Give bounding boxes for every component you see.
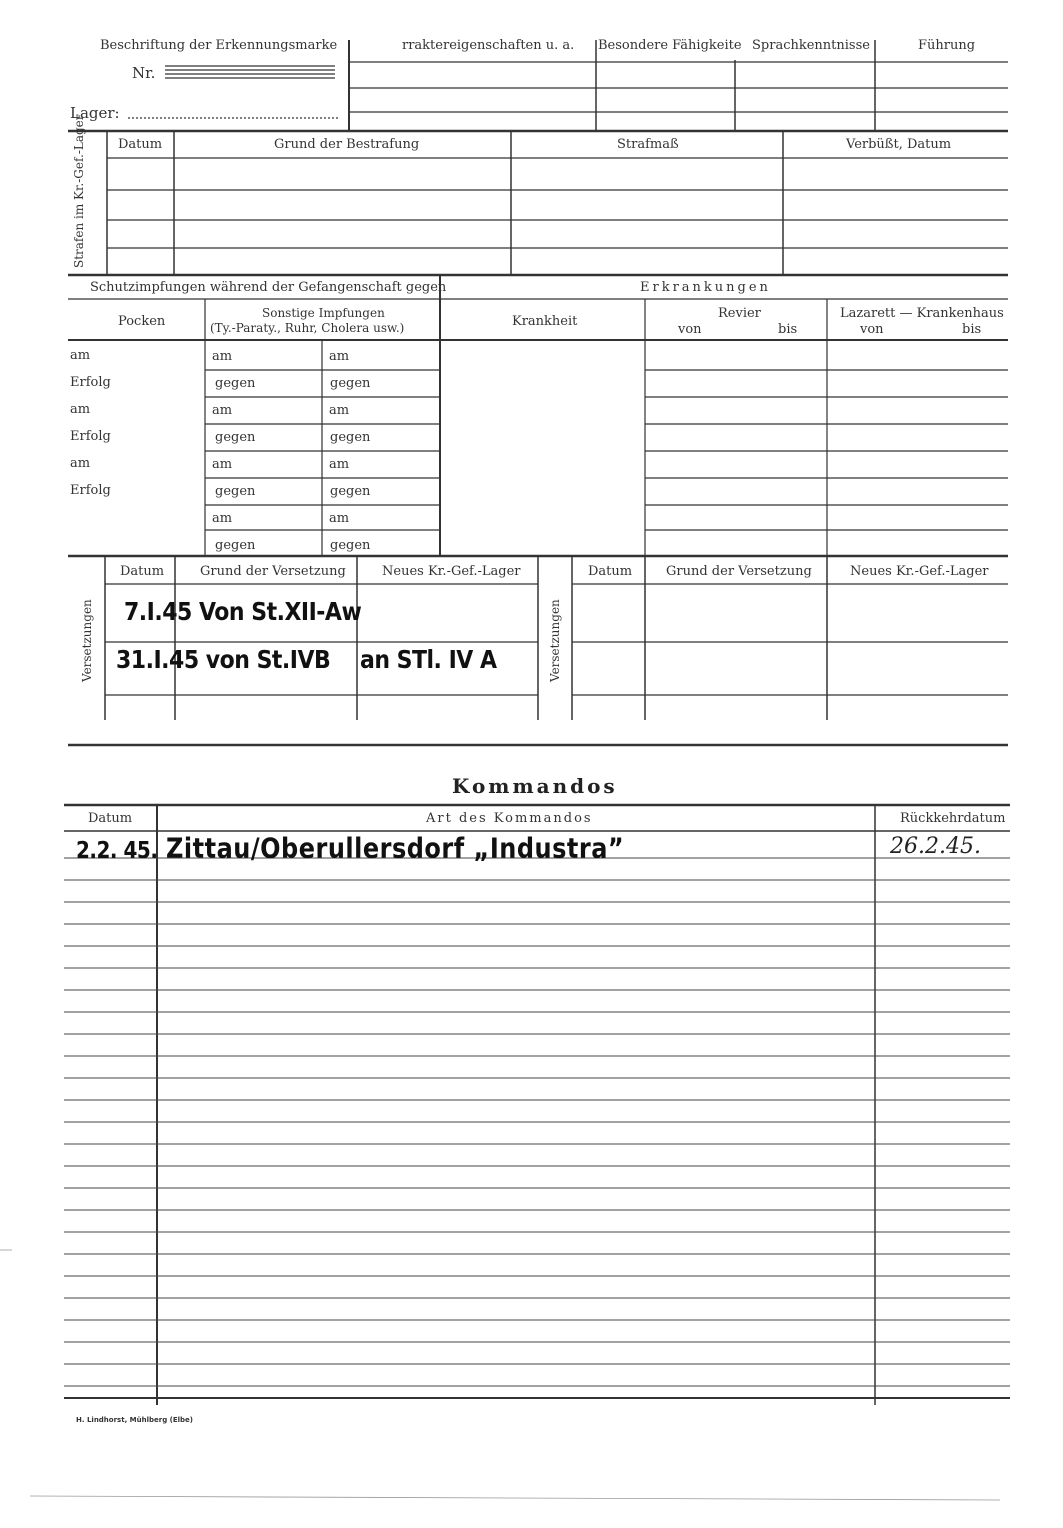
pox-row: Erfolg [70,429,111,444]
transfer-col-date: Datum [120,564,165,579]
illnesses-header: Erkrankungen [640,280,771,295]
kommando-entry-kind: Zittau/Oberullersdorf „Industra” [166,832,625,865]
vacc-row: am [329,349,350,364]
tag-label: Beschriftung der Erkennungsmarke [100,38,338,53]
kommandos-title: Kommandos [452,774,618,798]
transfer-stamp-2-camp: an STl. IV A [360,646,497,675]
pox-row: am [70,402,91,417]
pox-row: am [70,348,91,363]
transfer-col-reason: Grund der Versetzung [200,564,346,579]
vacc-row: gegen [215,376,256,391]
transfer-col-date-2: Datum [588,564,633,579]
vacc-row: am [329,403,350,418]
transfer-stamp-2: 31.I.45 von St.IVB [116,646,331,675]
conduct-label: Führung [918,38,976,53]
vacc-row: gegen [215,430,256,445]
vacc-row: am [212,403,233,418]
printer-imprint: H. Lindhorst, Mühlberg (Elbe) [76,1416,193,1424]
vacc-row: gegen [330,484,371,499]
transfers-side-label-right: Versetzungen [548,599,562,682]
punish-col-reason: Grund der Bestrafung [274,137,420,152]
vacc-row: am [329,511,350,526]
sickbay-label: Revier [718,306,761,321]
vacc-row: am [212,457,233,472]
vacc-row: am [212,349,233,364]
vacc-row: gegen [215,538,256,553]
punishments-side-label: Strafen im Kr.-Gef.-Lager [72,114,86,268]
other-vaccinations-examples: (Ty.-Paraty., Ruhr, Cholera usw.) [210,321,405,335]
transfer-stamp-1: 7.I.45 Von St.XII-Aw [124,598,362,627]
sickbay-from-label: von [678,322,702,337]
nr-label: Nr. [132,64,156,82]
vacc-row: gegen [215,484,256,499]
sickbay-to-label: bis [778,322,798,337]
kommando-col-return: Rückkehrdatum [900,811,1006,826]
kommando-col-date: Datum [88,811,133,826]
hospital-label: Lazarett — Krankenhaus [840,306,1004,321]
transfer-col-camp-2: Neues Kr.-Gef.-Lager [850,564,989,579]
hospital-to-label: bis [962,322,982,337]
vaccinations-header: Schutzimpfungen während der Gefangenschaft gegen [90,280,447,295]
punish-col-served: Verbüßt, Datum [846,137,952,152]
traits-label: rraktereigenschaften u. a. [402,38,575,53]
vacc-row: am [329,457,350,472]
pox-row: am [70,456,91,471]
transfer-col-camp: Neues Kr.-Gef.-Lager [382,564,521,579]
other-vaccinations-label: Sonstige Impfungen [262,306,385,320]
vacc-row: gegen [330,376,371,391]
kommando-col-kind: Art des Kommandos [426,811,593,826]
punish-col-date: Datum [118,137,163,152]
pox-row: Erfolg [70,483,111,498]
languages-label: Sprachkenntnisse [752,38,870,53]
vacc-row: am [212,511,233,526]
punish-col-penalty: Strafmaß [617,137,679,152]
pox-label: Pocken [118,314,166,329]
camp-label: Lager: [70,104,120,122]
kommando-entry-date: 2.2. 45. [76,836,158,864]
transfers-side-label-left: Versetzungen [80,599,94,682]
skills-label: Besondere Fähigkeite [598,38,742,53]
transfer-col-reason-2: Grund der Versetzung [666,564,812,579]
vacc-row: gegen [330,538,371,553]
illness-label: Krankheit [512,314,578,329]
hospital-from-label: von [860,322,884,337]
pox-row: Erfolg [70,375,111,390]
kommando-entry-return: 26.2.45. [890,834,981,859]
vacc-row: gegen [330,430,371,445]
